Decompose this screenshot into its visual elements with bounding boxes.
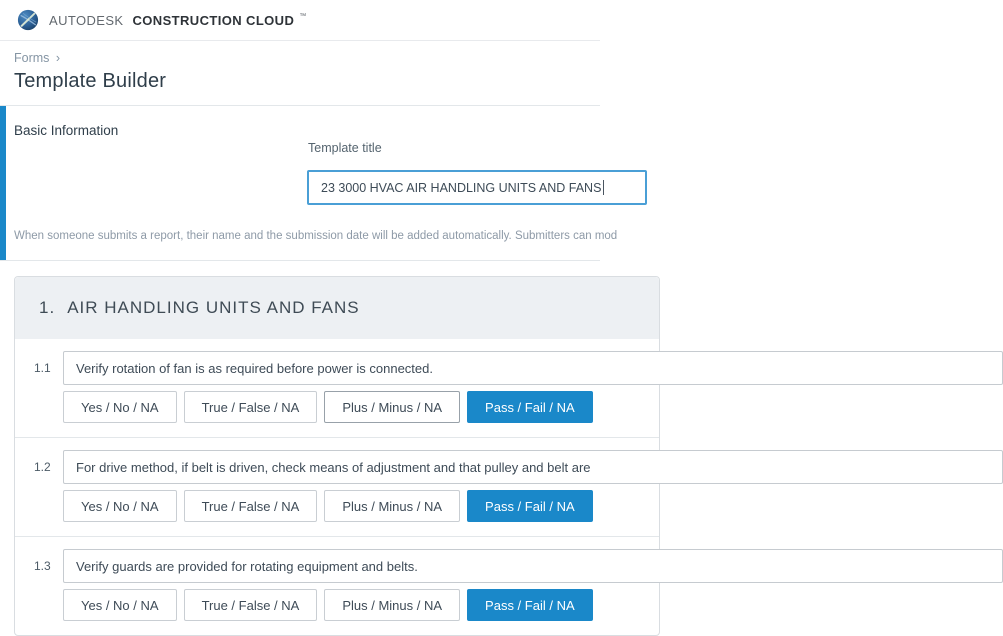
response-type-true-false-na-button[interactable]: True / False / NA <box>184 490 318 522</box>
response-type-pass-fail-na-button[interactable]: Pass / Fail / NA <box>467 490 593 522</box>
form-section-card <box>14 276 660 636</box>
response-type-options <box>63 490 659 522</box>
section-header <box>15 277 659 339</box>
accent-bar <box>0 106 6 260</box>
question-text: Verify guards are provided for rotating equipment and belts. <box>76 558 418 574</box>
question-item-1-2 <box>15 437 659 536</box>
text-caret <box>603 180 604 195</box>
response-type-plus-minus-na-button[interactable]: Plus / Minus / NA <box>324 391 460 423</box>
brand-name <box>49 13 307 28</box>
response-type-yes-no-na-button[interactable]: Yes / No / NA <box>63 490 177 522</box>
breadcrumb-forms-link[interactable]: Forms <box>14 51 50 65</box>
response-type-plus-minus-na-button[interactable]: Plus / Minus / NA <box>324 490 460 522</box>
section-title: AIR HANDLING UNITS AND FANS <box>67 298 360 317</box>
question-text-input[interactable] <box>63 351 1003 385</box>
response-type-plus-minus-na-button[interactable]: Plus / Minus / NA <box>324 589 460 621</box>
submission-helper-text: When someone submits a report, their name and the submission date will be added automatically. Submitters can mod <box>14 230 618 242</box>
question-item-1-3 <box>15 536 659 635</box>
section-number: 1. <box>39 298 56 317</box>
response-type-yes-no-na-button[interactable]: Yes / No / NA <box>63 589 177 621</box>
brand-bold: CONSTRUCTION CLOUD <box>132 12 295 28</box>
question-number: 1.2 <box>34 460 51 474</box>
question-text-input[interactable] <box>63 549 1003 583</box>
autodesk-construction-cloud-logo-icon[interactable] <box>17 9 39 31</box>
template-title-value: 23 3000 HVAC AIR HANDLING UNITS AND FANS <box>321 180 602 195</box>
question-number: 1.3 <box>34 559 51 573</box>
question-text-input[interactable] <box>63 450 1003 484</box>
basic-information-label: Basic Information <box>14 123 119 138</box>
question-item-1-1 <box>15 339 659 437</box>
response-type-options <box>63 391 659 423</box>
response-type-true-false-na-button[interactable]: True / False / NA <box>184 589 318 621</box>
trademark-mark: ™ <box>299 12 307 20</box>
breadcrumb[interactable] <box>14 51 600 65</box>
question-text: Verify rotation of fan is as required before power is connected. <box>76 360 433 376</box>
page-header <box>0 41 600 106</box>
question-number: 1.1 <box>34 361 51 375</box>
page-title: Template Builder <box>14 70 167 92</box>
response-type-pass-fail-na-button[interactable]: Pass / Fail / NA <box>467 589 593 621</box>
basic-information-section <box>0 106 618 261</box>
breadcrumb-chevron-icon: › <box>55 51 61 65</box>
template-title-label: Template title <box>308 141 382 155</box>
response-type-pass-fail-na-button[interactable]: Pass / Fail / NA <box>467 391 593 423</box>
brand-prefix: AUTODESK <box>49 12 124 28</box>
topbar <box>0 0 600 41</box>
question-text: For drive method, if belt is driven, check means of adjustment and that pulley and belt are <box>76 459 591 475</box>
template-title-input[interactable] <box>307 170 647 205</box>
response-type-true-false-na-button[interactable]: True / False / NA <box>184 391 318 423</box>
response-type-yes-no-na-button[interactable]: Yes / No / NA <box>63 391 177 423</box>
response-type-options <box>63 589 659 621</box>
